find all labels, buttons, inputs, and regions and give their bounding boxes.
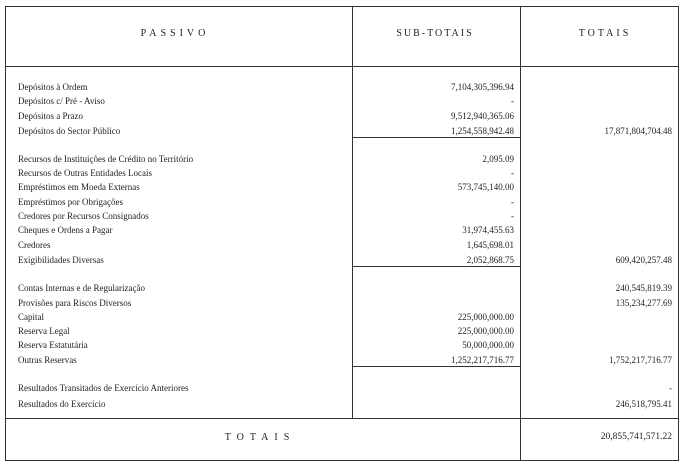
row-label: Depósitos a Prazo <box>18 111 83 121</box>
table-row <box>0 223 684 237</box>
row-total: - <box>669 383 672 393</box>
table-row <box>0 253 684 267</box>
table-row <box>0 166 684 180</box>
row-label: Depósitos c/ Pré - Aviso <box>18 96 105 106</box>
header-passivo: PASSIVO <box>140 28 210 39</box>
row-subtotal: 2,095.09 <box>482 154 514 164</box>
header-divider <box>5 66 679 67</box>
row-label: Resultados do Exercício <box>18 399 106 409</box>
row-subtotal: 573,745,140.00 <box>457 182 514 192</box>
row-label: Reserva Estatutária <box>18 340 88 350</box>
row-label: Resultados Transitados de Exercício Anteriores <box>18 383 189 393</box>
table-row <box>0 310 684 324</box>
footer-grand-total: 20,855,741,571.22 <box>600 432 672 442</box>
row-label: Recursos de Instituições de Crédito no Território <box>18 154 194 164</box>
row-label: Outras Reservas <box>18 355 77 365</box>
table-row <box>0 296 684 310</box>
row-subtotal: - <box>511 211 514 221</box>
row-total: 17,871,804,704.48 <box>604 126 672 136</box>
row-label: Empréstimos em Moeda Externas <box>18 182 140 192</box>
row-label: Depósitos à Ordem <box>18 82 88 92</box>
table-row <box>0 338 684 352</box>
table-row <box>0 94 684 108</box>
table-row <box>0 209 684 223</box>
row-label: Recursos de Outras Entidades Locais <box>18 168 152 178</box>
row-subtotal: 225,000,000.00 <box>457 326 514 336</box>
footer-totais-label: TOTAIS <box>224 432 296 443</box>
row-subtotal: 2,052,868.75 <box>466 255 514 265</box>
table-row <box>0 397 684 411</box>
row-label: Exigibilidades Diversas <box>18 255 104 265</box>
row-total: 240,545,819.39 <box>615 283 672 293</box>
row-subtotal: - <box>511 197 514 207</box>
row-total: 1,752,217,716.77 <box>609 355 672 365</box>
row-label: Depósitos do Sector Público <box>18 126 121 136</box>
table-row <box>0 80 684 94</box>
header-totais: TOTAIS <box>578 28 632 39</box>
row-subtotal: 1,645,698.01 <box>466 240 514 250</box>
row-subtotal: - <box>511 96 514 106</box>
frame-bottom <box>5 460 679 461</box>
row-label: Provisões para Riscos Diversos <box>18 298 132 308</box>
table-row <box>0 324 684 338</box>
row-total: 246,518,795.41 <box>615 399 672 409</box>
row-subtotal: - <box>511 168 514 178</box>
row-label: Cheques e Ordens a Pagar <box>18 225 113 235</box>
row-subtotal: 1,254,558,942.48 <box>451 126 514 136</box>
table-row <box>0 180 684 194</box>
table-row <box>0 152 684 166</box>
row-subtotal: 7,104,305,396.94 <box>451 82 514 92</box>
footer-divider <box>5 418 679 419</box>
row-label: Credores por Recursos Consignados <box>18 211 149 221</box>
table-row <box>0 353 684 367</box>
row-subtotal: 225,000,000.00 <box>457 312 514 322</box>
table-row <box>0 238 684 252</box>
row-total: 135,234,277.69 <box>615 298 672 308</box>
table-row <box>0 381 684 395</box>
header-subtotais: SUB-TOTAIS <box>396 28 474 39</box>
table-row <box>0 109 684 123</box>
row-label: Credores <box>18 240 51 250</box>
row-label: Reserva Legal <box>18 326 70 336</box>
row-label: Capital <box>18 312 44 322</box>
row-subtotal: 31,974,455.63 <box>462 225 514 235</box>
table-row <box>0 124 684 138</box>
row-subtotal: 1,252,217,716.77 <box>451 355 514 365</box>
row-total: 609,420,257.48 <box>615 255 672 265</box>
row-label: Contas Internas e de Regularização <box>18 283 145 293</box>
row-label: Empréstimos por Obrigações <box>18 197 123 207</box>
table-row <box>0 281 684 295</box>
table-row <box>0 195 684 209</box>
row-subtotal: 50,000,000.00 <box>462 340 514 350</box>
row-subtotal: 9,512,940,365.06 <box>451 111 514 121</box>
frame-top <box>5 6 679 7</box>
